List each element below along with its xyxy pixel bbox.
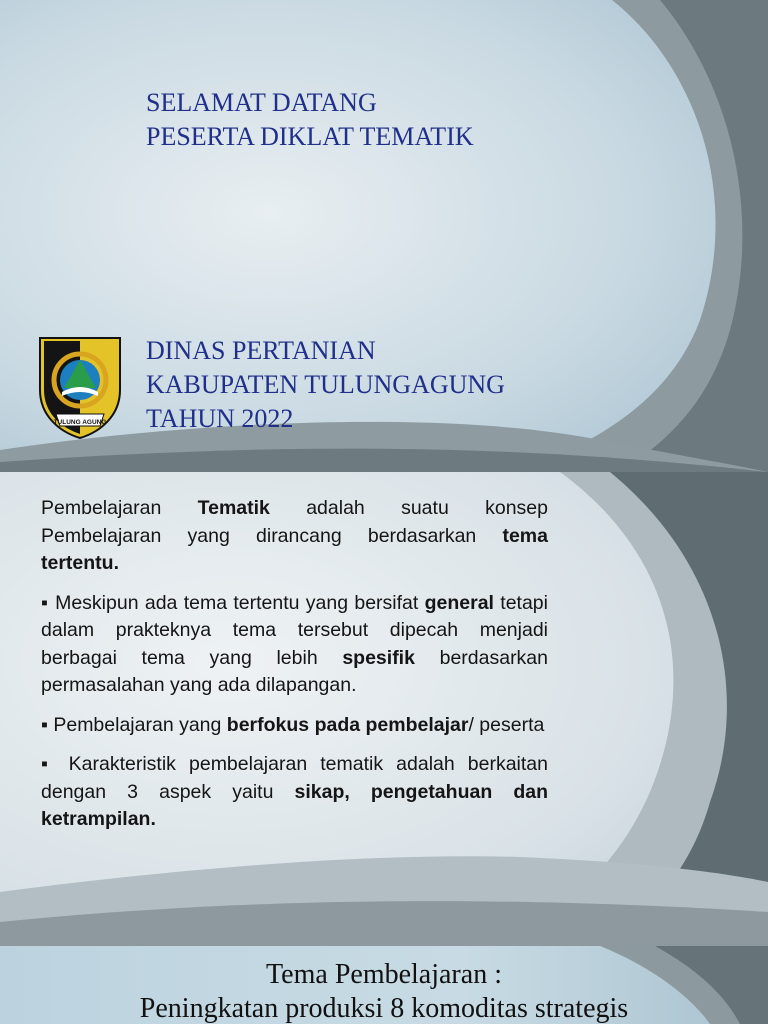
text-run: Pembelajaran: [41, 497, 198, 519]
bold-run: spesifik: [342, 646, 415, 669]
bullet-characteristics: [41, 751, 548, 834]
text-run: / peserta: [468, 713, 545, 736]
bold-run: general: [424, 591, 494, 614]
welcome-title-line-2: PESERTA DIKLAT TEMATIK: [146, 122, 474, 151]
slide-2: [0, 472, 768, 946]
learning-theme-line-1: Tema Pembelajaran :: [266, 959, 502, 990]
bold-run: tema tertentu.: [41, 524, 548, 574]
slide-3: [0, 946, 768, 1024]
organizer-heading: [146, 334, 505, 436]
bold-run: sikap, pengetahuan dan ketrampilan.: [41, 780, 548, 830]
slide-1: [0, 0, 768, 472]
bold-run: Tematik: [197, 497, 270, 519]
bullet-icon: ▪: [41, 713, 48, 736]
welcome-title: [146, 86, 474, 154]
learning-theme-line-2: Peningkatan produksi 8 komoditas strategis: [139, 993, 629, 1024]
bullet-icon: ▪: [41, 753, 56, 775]
bullet-icon: ▪: [41, 591, 49, 614]
text-run: Karakteristik pembelajaran tematik adalah berkaitan dengan 3 aspek yaitu: [41, 753, 549, 803]
organizer-line-3: TAHUN 2022: [146, 404, 294, 433]
welcome-title-line-1: SELAMAT DATANG: [146, 88, 377, 117]
text-run: tetapi dalam prakteknya tema tersebut dipecah menjadi berbagai tema yang lebih: [41, 591, 548, 669]
regency-emblem-icon: [34, 330, 126, 440]
bullet-learner-focused: [41, 712, 548, 740]
text-run: Meskipun ada tema tertentu yang bersifat: [48, 591, 425, 614]
text-run: adalah suatu konsep Pembelajaran yang dirancang berdasarkan: [41, 497, 548, 547]
bold-run: berfokus pada pembelajar: [226, 713, 469, 736]
definition-paragraph: [41, 495, 548, 578]
text-run: Pembelajaran yang: [47, 713, 227, 736]
organizer-line-2: KABUPATEN TULUNGAGUNG: [146, 370, 505, 399]
organizer-line-1: DINAS PERTANIAN: [146, 336, 376, 365]
bullet-general-specific: [41, 590, 548, 700]
tulungagung-regency-logo: [34, 330, 126, 440]
learning-theme-title: [0, 958, 768, 1024]
text-run: berdasarkan permasalahan yang ada dilapangan.: [41, 646, 549, 696]
logo-caption: TULUNG AGUNG: [53, 419, 107, 426]
thematic-learning-content: [41, 495, 548, 846]
